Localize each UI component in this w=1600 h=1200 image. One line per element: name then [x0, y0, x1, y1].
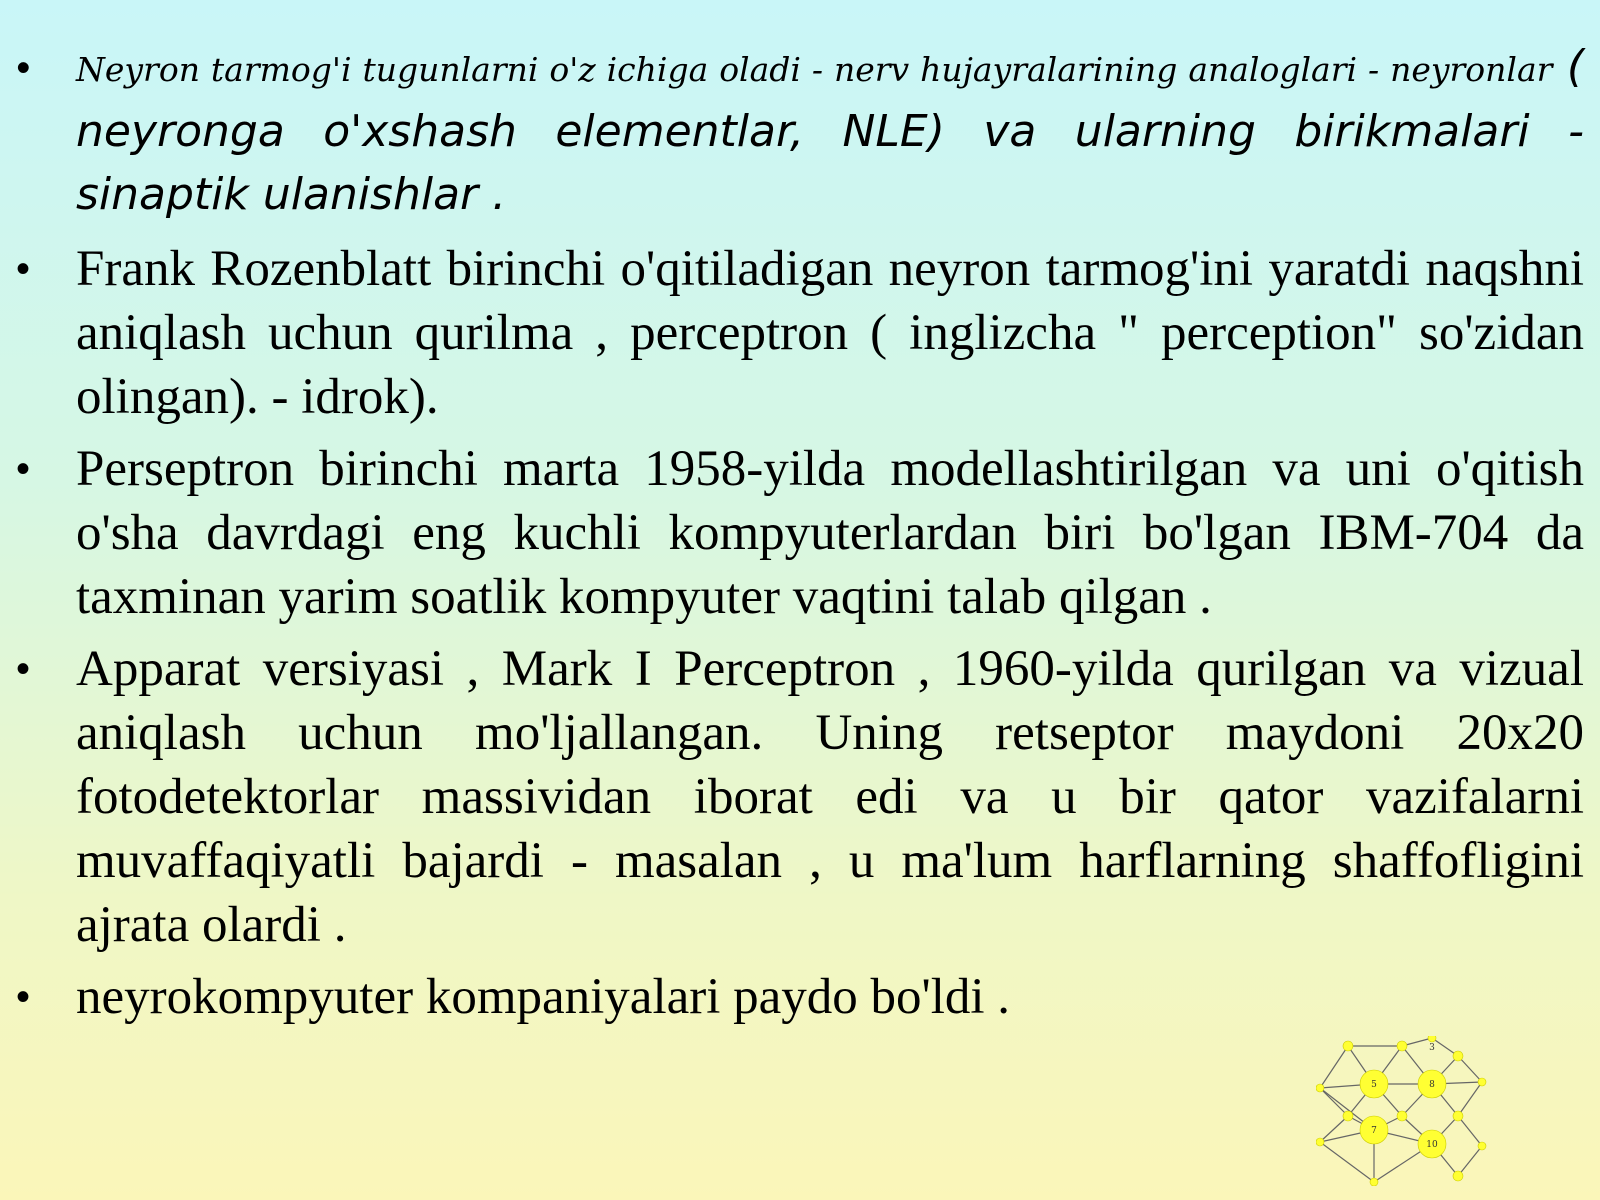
bullet-item-5	[12, 965, 1584, 1029]
node-label-5: 5	[1371, 1080, 1377, 1090]
bullet-1-text-large: ( neyronga o'xshash elementlar, NLE) va ularning birikmalari - sinaptik ulanishlar .	[76, 41, 1584, 220]
bullet-dot: •	[16, 975, 31, 1019]
bullet-item-1	[12, 36, 1584, 227]
network-nodes	[1316, 1036, 1486, 1186]
bullet-item-2	[12, 237, 1584, 429]
bullet-4-text: Apparat versiyasi , Mark I Perceptron , 1960-yilda qurilgan va vizual aniqlash uchun mo'ljallangan. Uning retseptor maydoni 20x20 fotodetektorlar massividan iborat edi va u bir qator vazifalarni muvaffaqiyatli bajardi - masalan , u ma'lum harflarning shaffofligini ajrata olardi .	[76, 641, 1584, 953]
bullet-dot: •	[16, 447, 31, 491]
bullet-2-text: Frank Rozenblatt birinchi o'qitiladigan neyron tarmog'ini yaratdi naqshni aniqlash uchun qurilma , perceptron ( inglizcha " perception" so'zidan olingan). - idrok).	[76, 241, 1584, 425]
node-label-8: 8	[1429, 1080, 1435, 1090]
node-label-7: 7	[1371, 1126, 1377, 1136]
bullet-dot: •	[16, 46, 31, 90]
neural-network-diagram	[1316, 1036, 1514, 1186]
bullet-item-4	[12, 637, 1584, 957]
bullet-dot: •	[16, 247, 31, 291]
bullet-5-text: neyrokompyuter kompaniyalari paydo bo'ldi .	[76, 969, 1011, 1025]
bullet-list	[12, 36, 1584, 1037]
node-label-10: 10	[1426, 1140, 1438, 1150]
bullet-dot: •	[16, 647, 31, 691]
bullet-1-text-small: Neyron tarmog'i tugunlarni o'z ichiga oladi - nerv hujayralarining analoglari - neyronlar	[76, 50, 1553, 89]
bullet-3-text: Perseptron birinchi marta 1958-yilda modellashtirilgan va uni o'qitish o'sha davrdagi eng kuchli kompyuterlardan biri bo'lgan IBM-704 da taxminan yarim soatlik kompyuter vaqtini talab qilgan .	[76, 441, 1584, 625]
node-label-3: 3	[1429, 1043, 1435, 1053]
bullet-item-3	[12, 437, 1584, 629]
